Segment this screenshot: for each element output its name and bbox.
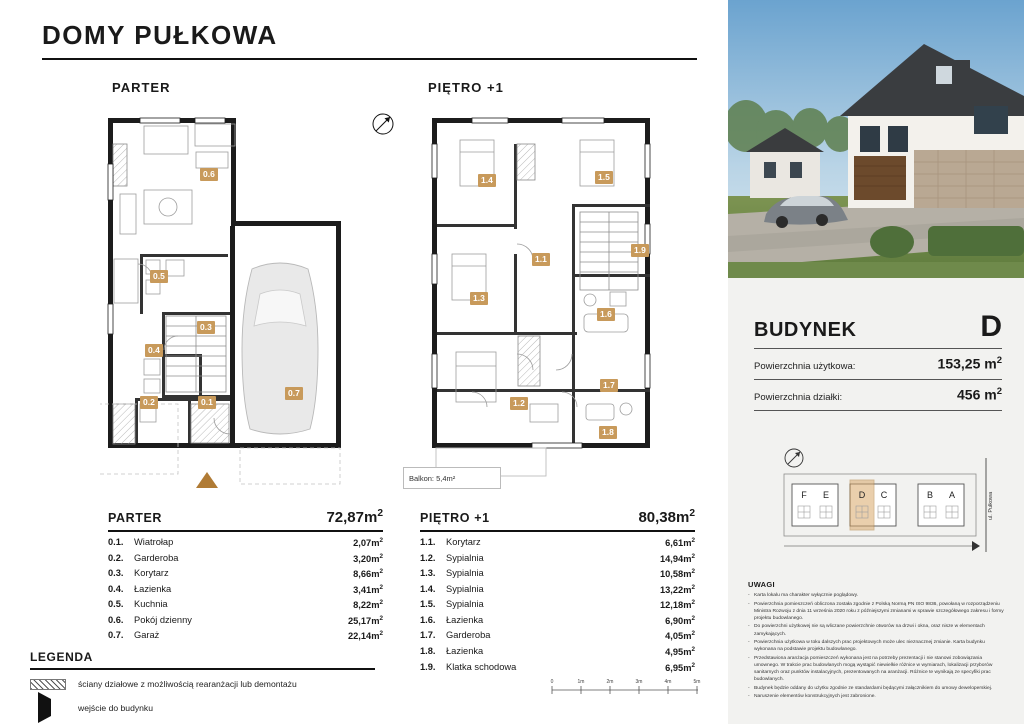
table-total-upper: $80,38m^2$ [638,508,695,526]
table-row [108,613,383,629]
room-tag-1-9: 1.9 [631,244,649,257]
room-tag-1-2: 1.2 [510,397,528,410]
right-panel [728,0,1024,724]
notes-title: UWAGI [748,580,775,589]
row-area: $6,61m^2$ [665,537,695,549]
row-index: 0.5. [108,599,124,610]
table-row [108,551,383,567]
room-tag-0-6: 0.6 [200,168,218,181]
table-divider [108,530,383,532]
building-label: BUDYNEK [754,319,857,341]
info-row-plot-area [754,386,1002,403]
row-name: Pokój dzienny [134,614,192,625]
table-row [108,598,383,614]
legend [30,650,430,717]
row-name: Łazienka [446,614,484,625]
row-area: $14,94m^2$ [659,552,695,564]
building-render-image [728,0,1024,278]
row-index: 1.8. [420,646,436,657]
info-divider [754,410,1002,411]
row-index: 1.1. [420,537,436,548]
legend-item [30,679,430,690]
table-row [420,567,695,583]
legend-item-label: wejście do budynku [78,702,154,713]
row-name: Wiatrołap [134,537,174,548]
note-item: - Powierzchnia pomieszczeń obliczona została zgodnie z Polską Normą PN ISO 9836, powołaną w rozporządzeniu Ministra Rozwoju z dnia 11 września 2020 roku z późniejszymi zmianami w sprawie szczegółowego zakresu i formy projektu budowlanego. [748,601,1006,622]
notes-block [748,580,1006,702]
row-name: Sypialnia [446,583,484,594]
note-item: - Powierzchnia użytkowa w toku dalszych prac projektowych może ulec nieznacznej zmianie. Karta budynku wykonana na podstawie projektu budowlanego. [748,639,1006,653]
row-name: Sypialnia [446,568,484,579]
room-tag-1-8: 1.8 [599,426,617,439]
svg-text:ul. Pułkowa: ul. Pułkowa [988,491,994,520]
row-name: Klatka schodowa [446,661,517,672]
note-item: - Karta lokalu ma charakter wyłącznie poglądowy. [748,592,1006,599]
table-row [420,536,695,552]
table-row [420,660,695,676]
triangle-icon [38,692,51,723]
table-row [108,567,383,583]
balcony-label: Balkon: 5,4m² [403,467,501,489]
svg-text:D: D [858,490,866,500]
table-title-upper: PIĘTRO +1 [420,511,490,525]
entrance-marker-icon [196,472,218,488]
row-area: $3,41m^2$ [353,583,383,595]
info-divider [754,379,1002,380]
room-table-upper [420,508,695,676]
legend-item [30,699,430,717]
table-title-ground: PARTER [108,511,163,525]
row-area: $3,20m^2$ [353,552,383,564]
row-name: Kuchnia [134,599,168,610]
svg-text:3m: 3m [635,679,643,685]
row-area: $13,22m^2$ [659,583,695,595]
note-item: - Naruszenie elementów konstrukcyjnych jest zabronione. [748,693,1006,700]
note-item: - Przedstawiona aranżacja pomieszczeń wykonana jest na potrzeby prezentacji i nie stanowi zobowiązania umownego. W trakcie prac budowlanych mogą wystąpić niewielkie różnice w wymiarach, lokalizacji przyborów sanitarnych oraz punktów instalacyjnych, prezentowanych na aranżacji. Różnice te wynikają ze specyfiki prac budowlanych. [748,655,1006,683]
north-arrow-icon [372,113,394,135]
legend-item-label: ściany działowe z możliwością rearanżacji lub demontażu [78,679,297,689]
hatch-swatch-icon [30,679,66,690]
row-area: $4,05m^2$ [665,630,695,642]
row-index: 1.5. [420,599,436,610]
row-name: Korytarz [446,537,481,548]
room-tag-0-5: 0.5 [150,270,168,283]
row-name: Sypialnia [446,599,484,610]
scale-bar [548,676,708,698]
row-index: 1.3. [420,568,436,579]
floorplan-ground [100,104,370,489]
room-tag-0-4: 0.4 [145,344,163,357]
row-name: Łazienka [446,646,484,657]
info-value: 153,25 $m^2$ [937,355,1002,372]
svg-text:F: F [801,490,807,500]
room-tag-0-2: 0.2 [140,396,158,409]
room-table-ground [108,508,383,645]
svg-text:E: E [822,490,830,500]
svg-text:0: 0 [550,679,554,685]
row-area: $25,17m^2$ [347,614,383,626]
table-row [420,582,695,598]
row-index: 0.2. [108,552,124,563]
page-title: DOMY PUŁKOWA [42,20,278,50]
svg-text:B: B [926,490,934,500]
row-area: $2,07m^2$ [353,537,383,549]
building-info [728,278,1024,438]
row-name: Łazienka [134,583,172,594]
row-name: Garderoba [134,552,179,563]
info-value: 456 $m^2$ [957,386,1002,403]
svg-text:1m: 1m [577,679,585,685]
row-area: $4,95m^2$ [665,646,695,658]
row-area: $10,58m^2$ [659,568,695,580]
room-tag-0-7: 0.7 [285,387,303,400]
svg-text:A: A [948,490,956,500]
row-name: Garaż [134,630,160,641]
svg-text:2m: 2m [606,679,614,685]
floorplan-upper [412,104,682,489]
table-row [420,613,695,629]
room-tag-1-4: 1.4 [478,174,496,187]
table-row [108,582,383,598]
note-item: - Do powierzchni użytkowej nie są wliczane powierzchnie otworów na drzwi i okna, oraz nisze w elementach zamykających. [748,623,1006,637]
table-row [420,645,695,661]
row-index: 1.7. [420,630,436,641]
legend-title: LEGENDA [30,650,93,664]
row-index: 0.1. [108,537,124,548]
room-tag-1-7: 1.7 [600,379,618,392]
row-area: $8,66m^2$ [353,568,383,580]
row-area: $6,90m^2$ [665,614,695,626]
room-tag-1-3: 1.3 [470,292,488,305]
info-key: Powierzchnia użytkowa: [754,360,856,372]
building-letter: D [980,310,1002,343]
table-divider [420,530,695,532]
table-row [420,598,695,614]
svg-text:C: C [880,490,888,500]
room-tag-1-6: 1.6 [597,308,615,321]
row-index: 1.6. [420,614,436,625]
plan-label-ground: PARTER [112,80,171,95]
row-index: 1.4. [420,583,436,594]
row-index: 1.2. [420,552,436,563]
table-total-ground: $72,87m^2$ [326,508,383,526]
row-area: $8,22m^2$ [353,599,383,611]
note-item: - Budynek będzie oddany do użytku zgodnie ze standardami będącymi załącznikiem do umowy deweloperskiej. [748,685,1006,692]
row-index: 0.3. [108,568,124,579]
info-key: Powierzchnia działki: [754,391,843,403]
row-index: 0.4. [108,583,124,594]
table-row [108,629,383,645]
row-name: Garderoba [446,630,491,641]
notes-list [748,592,1006,701]
room-tag-1-5: 1.5 [595,171,613,184]
table-row [420,629,695,645]
building-header [754,310,1002,344]
site-map [728,440,1024,570]
row-index: 0.6. [108,614,124,625]
row-area: $12,18m^2$ [659,599,695,611]
info-row-usable-area [754,355,1002,372]
row-area: $22,14m^2$ [347,630,383,642]
svg-text:5m: 5m [693,679,701,685]
svg-text:4m: 4m [664,679,672,685]
row-index: 0.7. [108,630,124,641]
room-tag-0-3: 0.3 [197,321,215,334]
room-tag-0-1: 0.1 [198,396,216,409]
info-divider [754,348,1002,349]
row-index: 1.9. [420,661,436,672]
legend-divider [30,668,375,670]
room-tag-1-1: 1.1 [532,253,550,266]
row-name: Korytarz [134,568,169,579]
row-area: $6,95m^2$ [665,661,695,673]
row-name: Sypialnia [446,552,484,563]
title-divider [42,58,697,60]
table-row [420,551,695,567]
legend-icon-slot [30,699,66,717]
table-row [108,536,383,552]
plan-label-upper: PIĘTRO +1 [428,80,504,95]
